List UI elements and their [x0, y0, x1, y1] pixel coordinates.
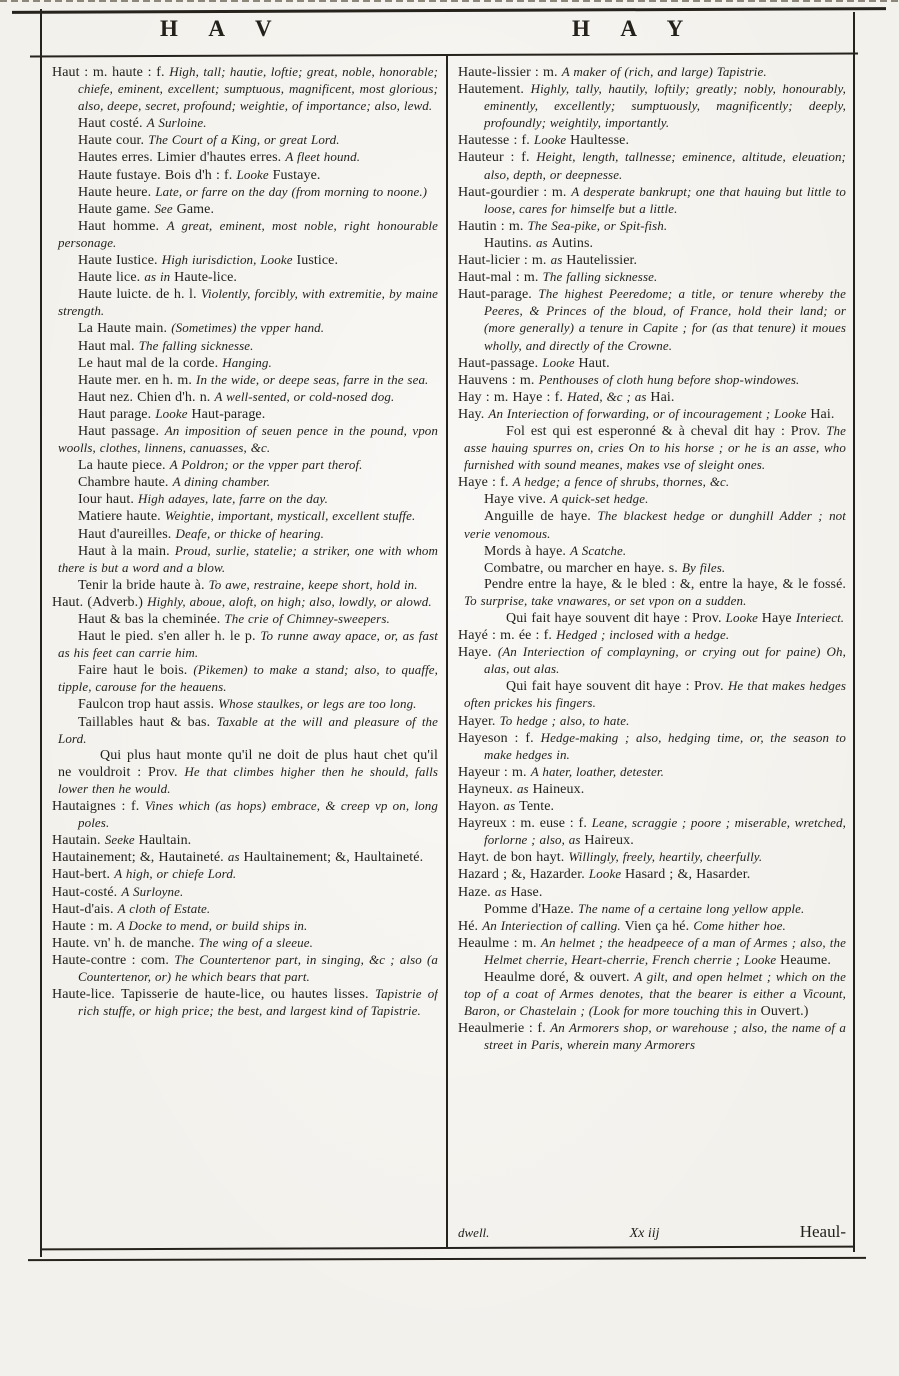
entry-gloss: Height, length, tallnesse; eminence, altitude, eleuation; also, depth, or deepnesse.	[484, 149, 846, 182]
entry-headword-text: Hazard ; &, Hazarder.	[458, 867, 589, 883]
entry-headword-text: Haute Iustice.	[78, 253, 162, 269]
entry-gloss: An imposition of seuen pence in the pound, vpon woolls, clothes, linnens, canuasses, &c.	[58, 422, 438, 456]
dictionary-entry	[458, 423, 846, 474]
entry-headword-text: Qui fait haye souvent dit haye : Prov.	[506, 611, 726, 626]
entry-headword-text: Pomme d'Haze.	[484, 901, 578, 917]
dictionary-entry	[52, 714, 438, 748]
entry-gloss: Proud, surlie, statelie; a striker, one with whom there is but a word and a blow.	[58, 542, 438, 575]
entry-gloss: as	[535, 234, 552, 250]
entry-headword-text: Heaume.	[780, 952, 831, 968]
entry-gloss: Hanging.	[222, 354, 272, 370]
entry-headword-text: Haut-gourdier : m.	[458, 184, 572, 200]
entry-headword-text: Haut passage.	[78, 423, 165, 439]
entry-gloss: A high, or chiefe Lord.	[114, 866, 237, 882]
entry-gloss: as	[494, 883, 511, 899]
dictionary-entry	[52, 594, 438, 611]
dictionary-entry	[52, 132, 438, 149]
dictionary-entry	[52, 355, 438, 372]
entry-headword-text: Hay : m. Haye : f.	[458, 389, 568, 405]
entry-headword-text: Hayer.	[458, 713, 500, 729]
entry-headword-text: Haineux.	[532, 781, 585, 797]
dictionary-entry	[52, 423, 438, 457]
entry-headword-text: Haut : m. haute : f.	[52, 65, 170, 80]
dictionary-entry	[52, 64, 438, 115]
entry-gloss: A gilt, and open helmet ; which on the top of a coat of Armes denotes, that the bearer is either a Vicount, Baron, or Chastelain ; (Look for more touching this in	[464, 968, 846, 1019]
entry-gloss: Whose staulkes, or legs are too long.	[218, 696, 417, 712]
dictionary-entry	[52, 474, 438, 491]
entry-gloss: By files.	[681, 559, 726, 575]
dictionary-entry	[458, 901, 846, 918]
dictionary-entry	[458, 543, 846, 560]
entry-headword-text: Game.	[176, 201, 215, 217]
entry-headword-text: Haye : f.	[458, 475, 513, 491]
dictionary-entry	[52, 849, 438, 866]
entry-gloss: Highly, aboue, aloft, on high; also, lowdly, or alowd.	[147, 593, 432, 609]
entry-gloss: (An Interiection of complayning, or crying out for paine) Oh, alas, out alas.	[484, 644, 846, 677]
column-divider-rule	[446, 56, 448, 1248]
entry-gloss: A hedge; a fence of shrubs, thornes, &c.	[512, 474, 730, 490]
entry-headword-text: Ouvert.)	[760, 1004, 809, 1020]
dictionary-entry	[52, 628, 438, 662]
entry-gloss: The falling sicknesse.	[542, 269, 658, 285]
entry-headword-text: Haute-lissier : m.	[458, 65, 562, 80]
dictionary-entry	[458, 713, 846, 730]
entry-gloss: In the wide, or deepe seas, farre in the sea.	[196, 371, 429, 387]
entry-headword-text: Hautin : m.	[458, 218, 528, 234]
entry-gloss: (Sometimes) the vpper hand.	[171, 320, 325, 336]
entry-headword-text: La haute piece.	[78, 458, 170, 474]
entry-headword-text: Haultainement; &, Haultaineté.	[243, 850, 424, 866]
entry-headword-text: Fol est qui est esperonné & à cheval dit hay : Prov.	[506, 423, 827, 439]
entry-gloss: A Docke to mend, or build ships in.	[116, 917, 308, 933]
entry-gloss: The highest Peeredome; a title, or tenure whereby the Peeres, & Princes of the bloud, of France, hold their land; or (more generally) a tenure in Capite ; for (as that tenure) it moues wholly, and directly of the Crowne.	[484, 286, 846, 353]
entry-gloss: Looke	[588, 866, 626, 882]
dictionary-entry	[52, 952, 438, 986]
entry-headword-text: Vien ça hé.	[624, 918, 694, 934]
dictionary-entry	[458, 491, 846, 508]
header-rule	[30, 53, 858, 58]
dictionary-entry	[458, 560, 846, 577]
dictionary-entry	[52, 696, 438, 713]
dictionary-entry	[52, 935, 438, 952]
entry-headword-text: Haireux.	[584, 833, 634, 849]
entry-headword-text: Chambre haute.	[78, 475, 173, 491]
entry-gloss: Looke	[155, 405, 192, 421]
entry-gloss: The blackest hedge or dunghill Adder ; not verie venomous.	[464, 508, 846, 541]
entry-gloss: The name of a certaine long yellow apple.	[577, 900, 805, 916]
entry-gloss: To hedge ; also, to hate.	[499, 712, 630, 728]
entry-gloss: High, tall; hautie, loftie; great, noble, honorable; chiefe, eminent, excellent; sumptuous, magnificent, most glorious; also, deepe, secret, profound; weightie, of importance; also, lewd.	[78, 64, 438, 114]
entry-headword-text: Qui fait haye souvent dit haye : Prov.	[506, 679, 728, 695]
dictionary-entry	[52, 149, 438, 166]
entry-headword-text: Haye vive.	[484, 492, 551, 508]
entry-headword-text: Haute-lice.	[174, 270, 238, 286]
frame-top-rule	[12, 7, 886, 14]
dictionary-entry	[458, 1020, 846, 1054]
entry-headword-text: Haut à la main.	[78, 543, 175, 559]
dictionary-entry	[458, 815, 846, 849]
entry-gloss: (Pikemen) to make a stand; also, to quaffe, tipple, carouse for the heauens.	[58, 662, 438, 695]
entry-headword-text: Hay.	[458, 406, 489, 422]
dictionary-entry	[52, 372, 438, 389]
dictionary-entry	[458, 406, 846, 423]
dictionary-entry	[52, 798, 438, 832]
entry-headword-text: Fustaye.	[272, 167, 321, 183]
entry-gloss: A cloth of Estate.	[117, 900, 211, 916]
entry-gloss: Interiect.	[795, 610, 845, 625]
entry-gloss: A quick-set hedge.	[550, 491, 649, 507]
dictionary-entry	[52, 543, 438, 577]
entry-gloss: as in	[144, 269, 175, 285]
entry-gloss: An Interiection of forwarding, or of incouragement ; Looke	[488, 405, 811, 421]
entry-headword-text: Hautes erres. Limier d'hautes erres.	[78, 150, 286, 166]
entry-headword-text: Hauteur : f.	[458, 150, 537, 166]
dictionary-entry	[52, 218, 438, 252]
entry-headword-text: Heaulme : m.	[458, 935, 541, 951]
frame-bottom-inner-rule	[40, 1246, 855, 1251]
entry-headword-text: Hayt. de bon hayt.	[458, 850, 569, 866]
dictionary-entry	[458, 918, 846, 935]
gathering-signature: Xx iij	[629, 1226, 660, 1241]
entry-headword-text: Hasard ; &, Hasarder.	[625, 867, 751, 883]
entry-gloss: Willingly, freely, heartily, cheerfully.	[568, 849, 763, 865]
running-head-left: H A V	[160, 16, 285, 41]
dictionary-entry	[458, 235, 846, 252]
entry-headword-text: Haut-passage.	[458, 355, 543, 371]
dictionary-entry	[458, 781, 846, 798]
entry-headword-text: Hayeson : f.	[458, 730, 541, 746]
entry-headword-text: Hai.	[650, 389, 675, 405]
dictionary-entry	[52, 918, 438, 935]
dictionary-entry	[458, 218, 846, 235]
entry-headword-text: Haute luicte. de h. l.	[78, 287, 201, 303]
entry-gloss: High adayes, late, farre on the day.	[138, 491, 328, 507]
entry-gloss: The Sea-pike, or Spit-fish.	[527, 217, 668, 233]
entry-headword-text: Heaulme doré, & ouvert.	[484, 969, 635, 985]
dictionary-entry	[52, 901, 438, 918]
entry-gloss: Hated, &c ; as	[567, 388, 651, 404]
entry-gloss: He that climbes higher then he should, falls lower then he would.	[58, 763, 438, 796]
dictionary-entry	[458, 355, 846, 372]
entry-headword-text: Haut parage.	[78, 406, 156, 422]
entry-headword-text: Hautelissier.	[566, 253, 638, 269]
dictionary-entry	[52, 662, 438, 696]
entry-headword-text: Hayon.	[458, 799, 504, 815]
entry-headword-text: Hautain.	[52, 833, 105, 849]
dictionary-entry	[52, 866, 438, 883]
entry-gloss: A desperate bankrupt; one that hauing but little to loose, cares for himselfe but a little.	[484, 183, 846, 216]
entry-gloss: Hedged ; inclosed with a hedge.	[556, 627, 730, 643]
entry-gloss: The Countertenor part, in singing, &c ; also (a Countertenor, or) he which bears that part.	[78, 951, 438, 984]
entry-gloss: A Poldron; or the vpper part therof.	[169, 457, 363, 473]
dictionary-entry	[458, 644, 846, 678]
column-right	[458, 64, 846, 1244]
entry-headword-text: Haute lice.	[78, 270, 145, 286]
entry-gloss: Weightie, important, mysticall, excellent stuffe.	[164, 508, 416, 524]
entry-headword-text: Mords à haye.	[484, 543, 571, 559]
entry-headword-text: Hayeur : m.	[458, 764, 531, 780]
entry-gloss: Looke	[534, 132, 571, 148]
entry-headword-text: Haut-mal : m.	[458, 270, 543, 286]
dictionary-entry	[458, 627, 846, 644]
entry-headword-text: Haute fustaye. Bois d'h : f.	[78, 167, 237, 183]
entry-headword-text: Hai.	[810, 406, 835, 422]
entry-gloss: A well-sented, or cold-nosed dog.	[214, 388, 395, 404]
entry-gloss: The asse hauing spurres on, cries On to his horse ; or he is an asse, who furnished with sound meanes, makes vse of sleight ones.	[464, 422, 846, 473]
entry-headword-text: Hauvens : m.	[458, 372, 539, 388]
entry-headword-text: Iour haut.	[78, 492, 139, 508]
entry-gloss: Violently, forcibly, with extremitie, by maine strength.	[58, 286, 438, 319]
entry-headword-text: Haze.	[458, 884, 495, 900]
entry-headword-text: Qui plus haut monte qu'il ne doit de plus haut chet qu'il ne vouldroit : Prov.	[58, 747, 438, 780]
column-left	[52, 64, 438, 1244]
dictionary-entry	[458, 730, 846, 764]
dictionary-entry	[458, 184, 846, 218]
dictionary-entry	[458, 149, 846, 183]
dictionary-entry	[458, 610, 846, 627]
frame-right-rule	[853, 12, 855, 1252]
entry-headword-text: Haute heure.	[78, 184, 156, 200]
dictionary-entry	[52, 406, 438, 423]
dictionary-entry	[52, 508, 438, 525]
page-bottom-edge	[0, 0, 899, 2]
dictionary-entry	[52, 167, 438, 184]
dictionary-entry	[458, 132, 846, 149]
entry-headword-text: Haut-d'ais.	[52, 901, 118, 917]
entry-headword-text: Hautesse : f.	[458, 133, 534, 149]
dictionary-entry	[458, 474, 846, 491]
entry-headword-text: Le haut mal de la corde.	[78, 355, 223, 371]
entry-headword-text: Haut costé.	[78, 116, 147, 132]
entry-headword-text: Heaulmerie : f.	[458, 1021, 551, 1037]
entry-headword-text: Haut-parage.	[191, 406, 266, 422]
entry-gloss: Deafe, or thicke of hearing.	[175, 525, 324, 541]
dictionary-entry	[52, 252, 438, 269]
entry-headword-text: Hautainement; &, Hautaineté.	[52, 850, 228, 866]
entry-headword-text: Haut mal.	[78, 338, 139, 354]
entry-headword-text: Hase.	[510, 884, 543, 900]
dictionary-entry	[52, 986, 438, 1020]
entry-gloss: A dining chamber.	[172, 474, 271, 490]
entry-gloss: He that makes hedges often prickes his fingers.	[464, 678, 846, 711]
entry-gloss: The falling sicknesse.	[138, 337, 254, 353]
entry-gloss: Come hither hoe.	[693, 917, 786, 933]
dictionary-entry	[458, 372, 846, 389]
entry-gloss: See	[154, 200, 177, 216]
entry-gloss: The Court of a King, or great Lord.	[148, 132, 340, 148]
entry-gloss: Seeke	[104, 832, 139, 848]
frame-bottom-outer-rule	[28, 1257, 866, 1261]
dictionary-entry	[458, 269, 846, 286]
entry-headword-text: Haultain.	[138, 833, 192, 849]
entry-headword-text: Haye	[761, 611, 796, 626]
entry-headword-text: Hayé : m. ée : f.	[458, 628, 557, 644]
entry-headword-text: Iustice.	[296, 253, 339, 269]
entry-gloss: An Interiection of calling.	[482, 917, 625, 933]
entry-gloss: as	[550, 252, 567, 268]
entry-gloss: as	[516, 780, 533, 796]
entry-headword-text: Pendre entre la haye, & le bled : &, entre la haye, & le fossé.	[484, 576, 846, 592]
dictionary-entry	[52, 748, 438, 798]
entry-headword-text: Matiere haute.	[78, 509, 165, 525]
dictionary-entry	[52, 269, 438, 286]
entry-gloss: The wing of a sleeue.	[198, 934, 313, 950]
entry-headword-text: Haut-licier : m.	[458, 253, 551, 269]
entry-headword-text: Combatre, ou marcher en haye. s.	[484, 560, 682, 576]
entry-headword-text: Faire haut le bois.	[78, 663, 194, 679]
dictionary-entry	[458, 252, 846, 269]
dictionary-entry	[458, 935, 846, 969]
entry-headword-text: Haute-contre : com.	[52, 952, 175, 968]
entry-gloss: To awe, restraine, keepe short, hold in.	[208, 576, 418, 592]
column-left-body	[52, 64, 438, 1244]
catchword: Heaul-	[799, 1222, 846, 1241]
entry-gloss: A Surloine.	[146, 115, 207, 131]
dictionary-entry	[52, 338, 438, 355]
entry-headword-text: Haut. (Adverb.)	[52, 594, 148, 610]
entry-headword-text: Haultesse.	[570, 133, 630, 149]
entry-headword-text: Haut & bas la cheminée.	[78, 612, 225, 627]
dictionary-entry	[52, 389, 438, 406]
dictionary-entry	[458, 866, 846, 883]
entry-gloss: A great, eminent, most noble, right honourable personage.	[58, 217, 438, 250]
entry-gloss: The crie of Chimney-sweepers.	[224, 611, 390, 626]
last-word: dwell.	[458, 1225, 490, 1240]
entry-headword-text: Haut-costé.	[52, 884, 122, 900]
dictionary-entry	[458, 798, 846, 815]
colophon-row	[458, 1222, 846, 1242]
entry-headword-text: Haye.	[458, 645, 498, 661]
dictionary-entry	[52, 457, 438, 474]
entry-headword-text: Haute : m.	[52, 918, 117, 934]
entry-headword-text: Hautement.	[458, 82, 531, 98]
dictionary-entry	[458, 969, 846, 1020]
entry-gloss: Tapistrie of rich stuffe, or high price; the best, and largest kind of Tapistrie.	[78, 986, 438, 1019]
entry-headword-text: Haute-lice. Tapisserie de haute-lice, ou hautes lisses.	[52, 987, 375, 1003]
entry-gloss: High iurisdiction, Looke	[161, 252, 297, 268]
entry-headword-text: Taillables haut & bas.	[78, 714, 217, 730]
entry-headword-text: Tenir la bride haute à.	[78, 577, 209, 593]
running-head-right: H A Y	[572, 16, 697, 41]
entry-gloss: Looke	[725, 610, 762, 625]
entry-headword-text: Haut le pied. s'en aller h. le p.	[78, 629, 261, 645]
dictionary-entry	[458, 81, 846, 132]
entry-gloss: A maker of (rich, and large) Tapistrie.	[561, 64, 767, 79]
dictionary-entry	[52, 884, 438, 901]
dictionary-entry	[52, 184, 438, 201]
entry-gloss: Leane, scraggie ; poore ; miserable, wretched, forlorne ; also, as	[484, 815, 846, 848]
dictionary-entry	[458, 849, 846, 866]
entry-gloss: Hedge-making ; also, hedging time, or, the season to make hedges in.	[484, 729, 846, 762]
dictionary-entry	[52, 577, 438, 594]
entry-headword-text: La Haute main.	[78, 321, 172, 337]
dictionary-entry	[52, 201, 438, 218]
dictionary-entry	[458, 64, 846, 81]
entry-gloss: Looke	[542, 354, 579, 370]
dictionary-entry	[52, 526, 438, 543]
entry-gloss: To surprise, take vnawares, or set vpon on a sudden.	[464, 592, 747, 608]
dictionary-entry	[458, 884, 846, 901]
entry-headword-text: Haut-bert.	[52, 867, 115, 883]
entry-headword-text: Haut-parage.	[458, 287, 539, 303]
dictionary-entry	[52, 320, 438, 337]
entry-gloss: Looke	[236, 166, 273, 182]
entry-gloss: A Scatche.	[570, 542, 627, 558]
entry-gloss: Vines which (as hops) embrace, & creep vp on, long poles.	[78, 798, 438, 831]
column-right-body	[458, 64, 846, 1244]
dictionary-entry	[458, 577, 846, 610]
dictionary-entry	[52, 491, 438, 508]
dictionary-entry	[458, 764, 846, 781]
entry-headword-text: Faulcon trop haut assis.	[78, 697, 219, 713]
entry-headword-text: Hayreux : m. euse : f.	[458, 816, 592, 832]
dictionary-entry	[52, 115, 438, 132]
dictionary-entry	[52, 286, 438, 320]
entry-headword-text: Haut d'aureilles.	[78, 526, 176, 542]
entry-headword-text: Autins.	[551, 235, 594, 251]
entry-headword-text: Haute mer. en h. m.	[78, 372, 197, 388]
dictionary-entry	[458, 508, 846, 542]
entry-gloss: A hater, loather, detester.	[530, 763, 664, 779]
entry-headword-text: Hautins.	[484, 235, 536, 251]
entry-gloss: Late, or farre on the day (from morning to noone.)	[155, 183, 428, 199]
entry-gloss: To runne away apace, or, as fast as his feet can carrie him.	[58, 628, 438, 661]
entry-headword-text: Hé.	[458, 918, 483, 934]
entry-gloss: An Armorers shop, or warehouse ; also, the name of a street in Paris, wherein many Armorers	[484, 1020, 846, 1053]
entry-gloss: An helmet ; the headpeece of a man of Armes ; also, the Helmet cherrie, Heart-cherrie, French cherrie ; Looke	[484, 934, 846, 967]
dictionary-entry	[52, 832, 438, 849]
entry-headword-text: Tente.	[519, 799, 555, 815]
entry-headword-text: Haut homme.	[78, 218, 167, 234]
dictionary-entry	[52, 611, 438, 628]
entry-headword-text: Haut.	[578, 355, 610, 371]
frame-left-rule	[40, 9, 42, 1257]
entry-gloss: Highly, tally, hautily, loftily; greatly; nobly, honourably, eminently, excellently; sumptuously, magnificently; deeply, profoundly; weightily, importantly.	[484, 81, 846, 131]
entry-gloss: A fleet hound.	[285, 149, 361, 165]
entry-headword-text: Haut nez. Chien d'h. n.	[78, 389, 215, 405]
entry-headword-text: Hautaignes : f.	[52, 799, 145, 815]
entry-headword-text: Hayneux.	[458, 781, 517, 797]
entry-gloss: A Surloyne.	[121, 883, 184, 899]
entry-gloss: as	[227, 849, 244, 865]
entry-gloss: Taxable at the will and pleasure of the Lord.	[58, 713, 438, 746]
entry-gloss: as	[503, 798, 520, 814]
dictionary-entry	[458, 286, 846, 354]
entry-gloss: Penthouses of cloth hung before shop-windowes.	[538, 371, 800, 387]
dictionary-entry	[458, 678, 846, 712]
entry-headword-text: Haute game.	[78, 201, 155, 217]
entry-headword-text: Haute cour.	[78, 133, 149, 149]
entry-headword-text: Haute. vn' h. de manche.	[52, 935, 199, 951]
dictionary-entry	[458, 389, 846, 406]
entry-headword-text: Anguille de haye.	[484, 509, 598, 525]
